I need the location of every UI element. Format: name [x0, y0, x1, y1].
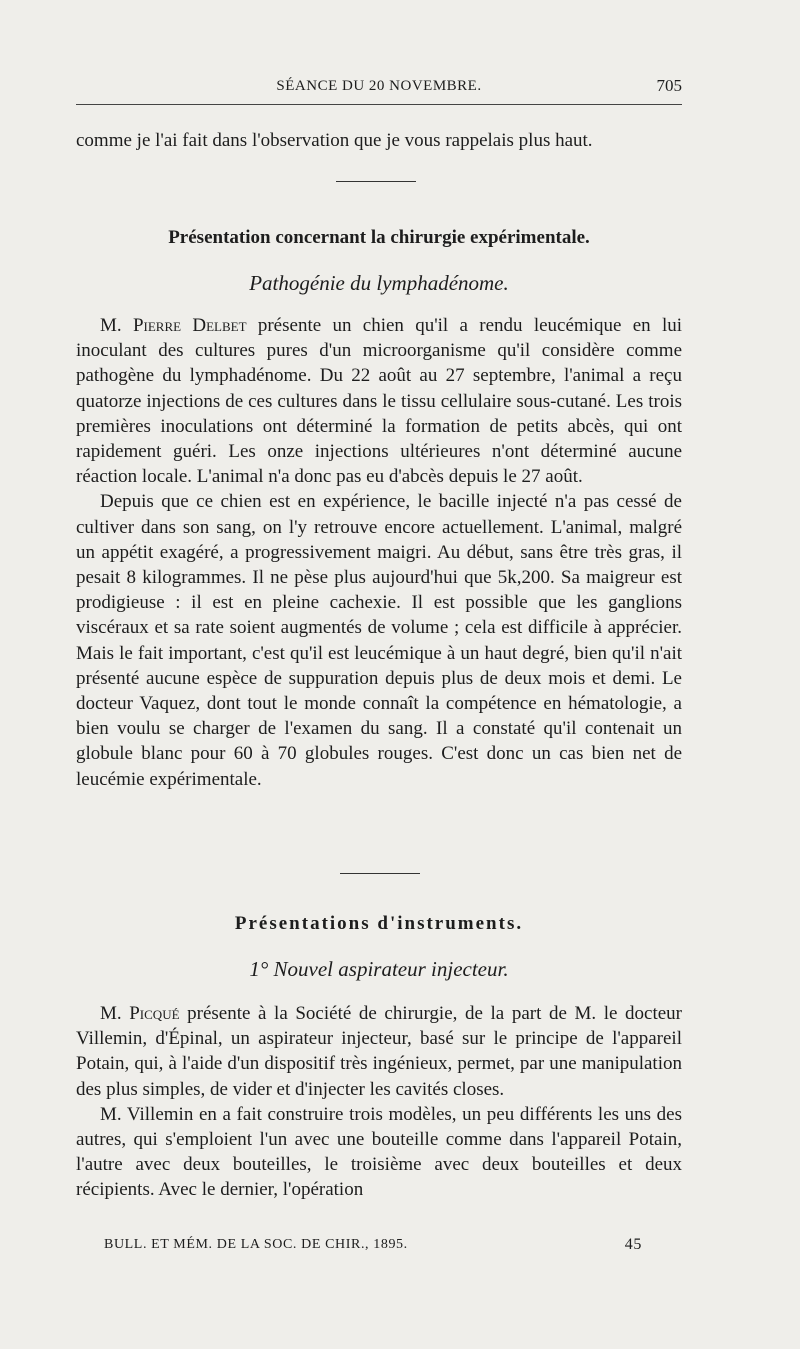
intro-paragraph: comme je l'ai fait dans l'observation que je vous rappelais plus haut. — [76, 130, 593, 151]
header-title: SÉANCE DU 20 NOVEMBRE. — [276, 78, 482, 94]
paragraph: Depuis que ce chien est en expérience, le bacille injecté n'a pas cessé de cultiver dans son sang, on l'y retrouve encore actuellement. L'animal, malgré un appétit exagéré, a progressivement maigri. Au début, sans être très gras, il pesait 8 kilogrammes. Il ne pèse plus aujourd'hui que 5k,200. Sa maigreur est prodigieuse : il est en pleine cachexie. Il est possible que les ganglions viscéraux et sa rate soient augmentés de volume ; cela est difficile à apprécier. Mais le fait important, c'est qu'il est leucémique à un haut degré, bien qu'il n'ait présenté aucune espèce de suppuration depuis plus de deux mois et demi. Le docteur Vaquez, dont tout le monde connaît la compétence en hématologie, a bien voulu se charger de l'examen du sang. Il a constaté qu'il contenait un globule blanc pour 60 à 70 globules rouges. C'est donc un cas bien net de leucémie expérimentale. — [76, 491, 682, 790]
separator-rule — [340, 873, 420, 874]
running-header — [76, 76, 682, 100]
footer-citation: BULL. ET MÉM. DE LA SOC. DE CHIR., 1895. — [104, 1237, 408, 1252]
separator-rule — [336, 181, 416, 182]
section1-body — [76, 313, 682, 792]
author-name: M. Pierre Delbet — [100, 315, 247, 336]
section-subheading-lymphadenome: Pathogénie du lymphadénome. — [249, 271, 509, 295]
header-rule — [76, 104, 682, 105]
paragraph: M. Villemin en a fait construire trois modèles, un peu différents les uns des autres, qui s'emploient l'un avec une bouteille comme dans l'appareil Potain, l'autre avec deux bouteilles, le troisième avec deux bouteilles et deux récipients. Avec le dernier, l'opération — [76, 1103, 682, 1201]
section2-body — [76, 1001, 682, 1203]
section-heading-experimental: Présentation concernant la chirurgie expérimentale. — [168, 227, 590, 248]
section-heading-instruments: Présentations d'instruments. — [234, 913, 524, 934]
section-subheading-aspirateur: 1° Nouvel aspirateur injecteur. — [249, 957, 509, 981]
paragraph — [76, 1001, 682, 1102]
page-number: 705 — [656, 76, 682, 95]
intro-text — [76, 128, 682, 153]
page-footer — [104, 1237, 642, 1253]
sheet-number: 45 — [624, 1236, 642, 1253]
paragraph-text: présente à la Société de chirurgie, de la part de M. le docteur Villemin, d'Épinal, un aspirateur injecteur, basé sur le principe de l'appareil Potain, qui, à l'aide d'un dispositif très ingénieux, permet, par une manipulation des plus simples, de vider et d'injecter les cavités closes. — [76, 1003, 682, 1100]
paragraph-text: présente un chien qu'il a rendu leucémique en lui inoculant des cultures pures d'un microorganisme qu'il considère comme pathogène du lymphadénome. Du 22 août au 27 septembre, l'animal a reçu quatorze injections de ces cultures dans le tissu cellulaire sous-cutané. Les trois premières inoculations ont déterminé la formation de petits abcès, qui ont rapidement guéri. Les onze injections ultérieures n'ont déterminé aucune réaction locale. L'animal n'a donc pas eu d'abcès depuis le 27 août. — [76, 315, 682, 488]
author-name: M. Picqué — [100, 1003, 180, 1024]
paragraph — [76, 313, 682, 489]
